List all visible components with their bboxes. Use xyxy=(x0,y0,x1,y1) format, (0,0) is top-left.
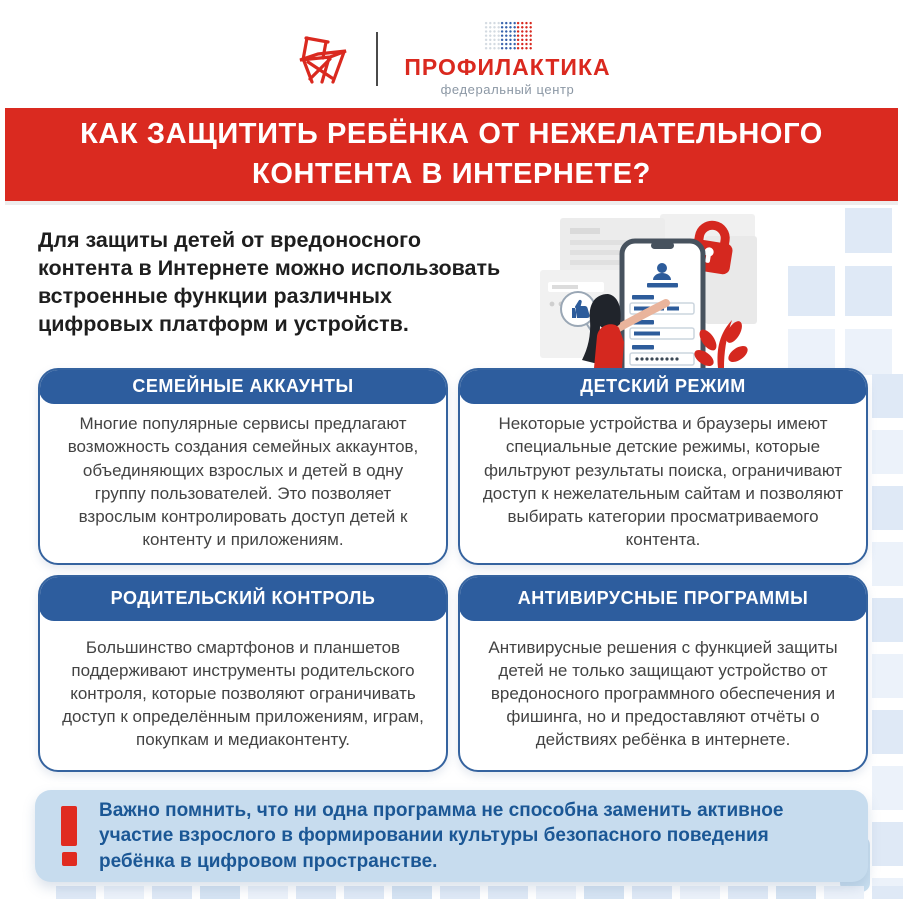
logo-header xyxy=(0,14,903,104)
note-line: участие взрослого в формировании культуры безопасного поведения xyxy=(99,825,769,847)
card-text: Многие популярные сервисы предлагают возможность создания семейных аккаунтов, объединяющих взрослых и детей в одну группу пользователей. Это позволяет взрослым контролировать доступ детей к контенту и приложениям. xyxy=(67,414,419,549)
exclamation-icon xyxy=(61,806,77,866)
intro-line: контента в Интернете можно использовать xyxy=(38,255,501,280)
bg-tile-row xyxy=(56,886,903,899)
brand-name: ПРОФИЛАКТИКА xyxy=(404,53,611,80)
card-body xyxy=(40,621,446,770)
bg-tile-column xyxy=(872,374,903,899)
intro-line: встроенные функции различных xyxy=(38,283,392,308)
pixel-flag-icon xyxy=(484,21,532,51)
card-title: АНТИВИРУСНЫЕ ПРОГРАММЫ xyxy=(517,588,809,608)
card-body xyxy=(460,621,866,770)
important-note xyxy=(35,790,868,882)
info-cards-grid xyxy=(38,368,868,772)
chair-logo-icon xyxy=(292,29,350,89)
card-title: СЕМЕЙНЫЕ АККАУНТЫ xyxy=(132,376,354,397)
brand-subtitle: федеральный центр xyxy=(440,82,575,98)
card-header xyxy=(39,369,447,404)
intro-paragraph xyxy=(38,227,558,339)
card-body xyxy=(460,404,866,563)
card-antivirus xyxy=(458,575,868,772)
card-header xyxy=(39,576,447,621)
note-text xyxy=(99,798,783,875)
card-text: Антивирусные решения с функцией защиты детей не только защищают устройство от вредоносного программного обеспечения и фишинга, но и предоставляют отчёты о действиях ребёнка в интернете. xyxy=(488,637,838,750)
title-banner xyxy=(5,108,898,205)
card-header xyxy=(459,576,867,621)
card-title: ДЕТСКИЙ РЕЖИМ xyxy=(580,376,746,397)
intro-line: Для защиты детей от вредоносного xyxy=(38,228,421,252)
poster-title-line: КОНТЕНТА В ИНТЕРНЕТЕ? xyxy=(252,157,651,190)
card-text: Некоторые устройства и браузеры имеют специальные детские режимы, которые фильтруют результаты поиска, ограничивают доступ к нежелательным сайтам и позволяют выбирать категории просматриваемого контента. xyxy=(482,414,844,549)
card-title: РОДИТЕЛЬСКИЙ КОНТРОЛЬ xyxy=(110,588,376,608)
password-dots xyxy=(635,357,678,360)
card-child-mode xyxy=(458,368,868,565)
note-line: Важно помнить, что ни одна программа не способна заменить активное xyxy=(99,799,784,821)
note-line: ребёнка в цифровом пространстве. xyxy=(99,850,438,872)
card-body xyxy=(40,404,446,563)
card-parental-control xyxy=(38,575,448,772)
card-header xyxy=(459,369,867,404)
poster-title-line: КАК ЗАЩИТИТЬ РЕБЁНКА ОТ НЕЖЕЛАТЕЛЬНОГО xyxy=(80,118,823,151)
logo-divider xyxy=(376,32,378,86)
card-family-accounts xyxy=(38,368,448,565)
intro-line: цифровых платформ и устройств. xyxy=(38,311,409,336)
card-text: Большинство смартфонов и планшетов поддерживают инструменты родительского контроля, которые позволяют ограничивать доступ к определённым приложениям, играм, покупкам и медиаконтенту. xyxy=(62,637,424,750)
phone-security-illustration xyxy=(520,208,903,368)
brand-block xyxy=(404,21,610,97)
